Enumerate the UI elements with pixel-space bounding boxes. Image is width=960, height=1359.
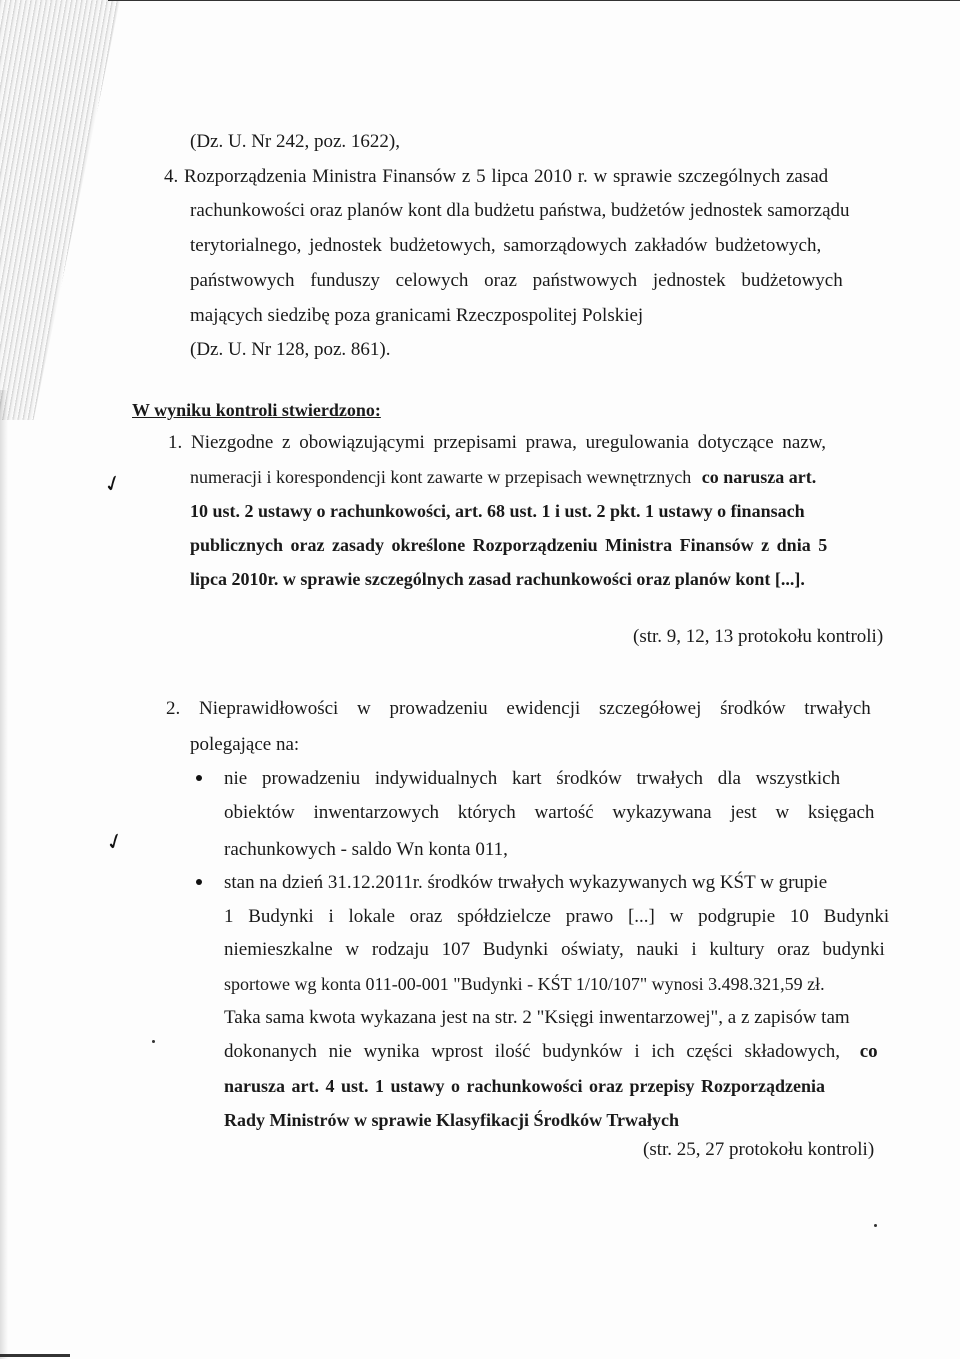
text-segment: numeracji i korespondencji kont zawarte w przepisach wewnętrznych xyxy=(190,467,692,487)
scan-shadow-artifact xyxy=(0,0,120,420)
text-line: sportowe wg konta 011-00-001 "Budynki - KŚT 1/10/107" wynosi 3.498.321,59 zł. xyxy=(224,974,825,994)
bullet-item: nie prowadzeniu indywidualnych kart środków trwałych dla wszystkich xyxy=(196,767,840,791)
scan-speck xyxy=(874,1224,877,1227)
top-edge-line xyxy=(108,0,960,1)
text-line xyxy=(190,465,816,489)
text-line-bold: lipca 2010r. w sprawie szczególnych zasad rachunkowości oraz planów kont [...]. xyxy=(190,569,805,589)
text-line-bold: 10 ust. 2 ustawy o rachunkowości, art. 68 ust. 1 i ust. 2 pkt. 1 ustawy o finansach xyxy=(190,501,805,521)
scan-edge-shadow xyxy=(0,390,8,1359)
bullet-item: stan na dzień 31.12.2011r. środków trwałych wykazywanych wg KŚT w grupie xyxy=(196,871,827,895)
text-line: państwowych funduszy celowych oraz państwowych jednostek budżetowych xyxy=(190,270,843,291)
text-line: niemieszkalne w rodzaju 107 Budynki oświaty, nauki i kultury oraz budynki xyxy=(224,939,885,960)
text-line: terytorialnego, jednostek budżetowych, samorządowych zakładów budżetowych, xyxy=(190,235,822,256)
text-line: 2. Nieprawidłowości w prowadzeniu ewidencji szczegółowej środków trwałych xyxy=(166,698,871,719)
bottom-edge-line xyxy=(0,1354,70,1357)
section-heading: W wyniku kontroli stwierdzono: xyxy=(132,400,381,420)
handwritten-check-mark-icon: ✓ xyxy=(100,469,127,500)
text-line-bold: narusza art. 4 ust. 1 ustawy o rachunkowości oraz przepisy Rozporządzenia xyxy=(224,1076,825,1096)
text-line-bold: publicznych oraz zasady określone Rozporządzeniu Ministra Finansów z dnia 5 xyxy=(190,535,828,555)
protocol-reference: (str. 9, 12, 13 protokołu kontroli) xyxy=(633,626,884,647)
text-line xyxy=(224,1040,878,1064)
text-line: 1. Niezgodne z obowiązującymi przepisami prawa, uregulowania dotyczące nazw, xyxy=(168,432,827,453)
text-line: mających siedzibę poza granicami Rzeczpospolitej Polskiej xyxy=(190,305,644,326)
scan-speck xyxy=(152,1040,155,1043)
text-line: polegające na: xyxy=(190,734,300,755)
text-line: obiektów inwentarzowych których wartość wykazywana jest w księgach xyxy=(224,802,875,823)
text-segment-bold: co narusza art. xyxy=(701,467,817,487)
protocol-reference: (str. 25, 27 protokołu kontroli) xyxy=(643,1139,875,1160)
text-line: 1 Budynki i lokale oraz spółdzielcze prawo [...] w podgrupie 10 Budynki xyxy=(224,906,890,927)
handwritten-check-mark-icon: ✓ xyxy=(102,827,129,858)
text-line: rachunkowości oraz planów kont dla budżetu państwa, budżetów jednostek samorządu xyxy=(190,200,850,221)
text-line: (Dz. U. Nr 242, poz. 1622), xyxy=(190,131,401,152)
text-line-bold: Rady Ministrów w sprawie Klasyfikacji Środków Trwałych xyxy=(224,1110,680,1130)
text-line: rachunkowych - saldo Wn konta 011, xyxy=(224,839,508,860)
text-segment-bold: co xyxy=(859,1041,878,1062)
text-line: 4. Rozporządzenia Ministra Finansów z 5 lipca 2010 r. w sprawie szczególnych zasad xyxy=(164,166,829,187)
text-line: (Dz. U. Nr 128, poz. 861). xyxy=(190,339,391,360)
text-line: Taka sama kwota wykazana jest na str. 2 "Księgi inwentarzowej", a z zapisów tam xyxy=(224,1007,850,1028)
text-segment: dokonanych nie wynika wprost ilość budynków i ich części składowych, xyxy=(224,1041,840,1062)
